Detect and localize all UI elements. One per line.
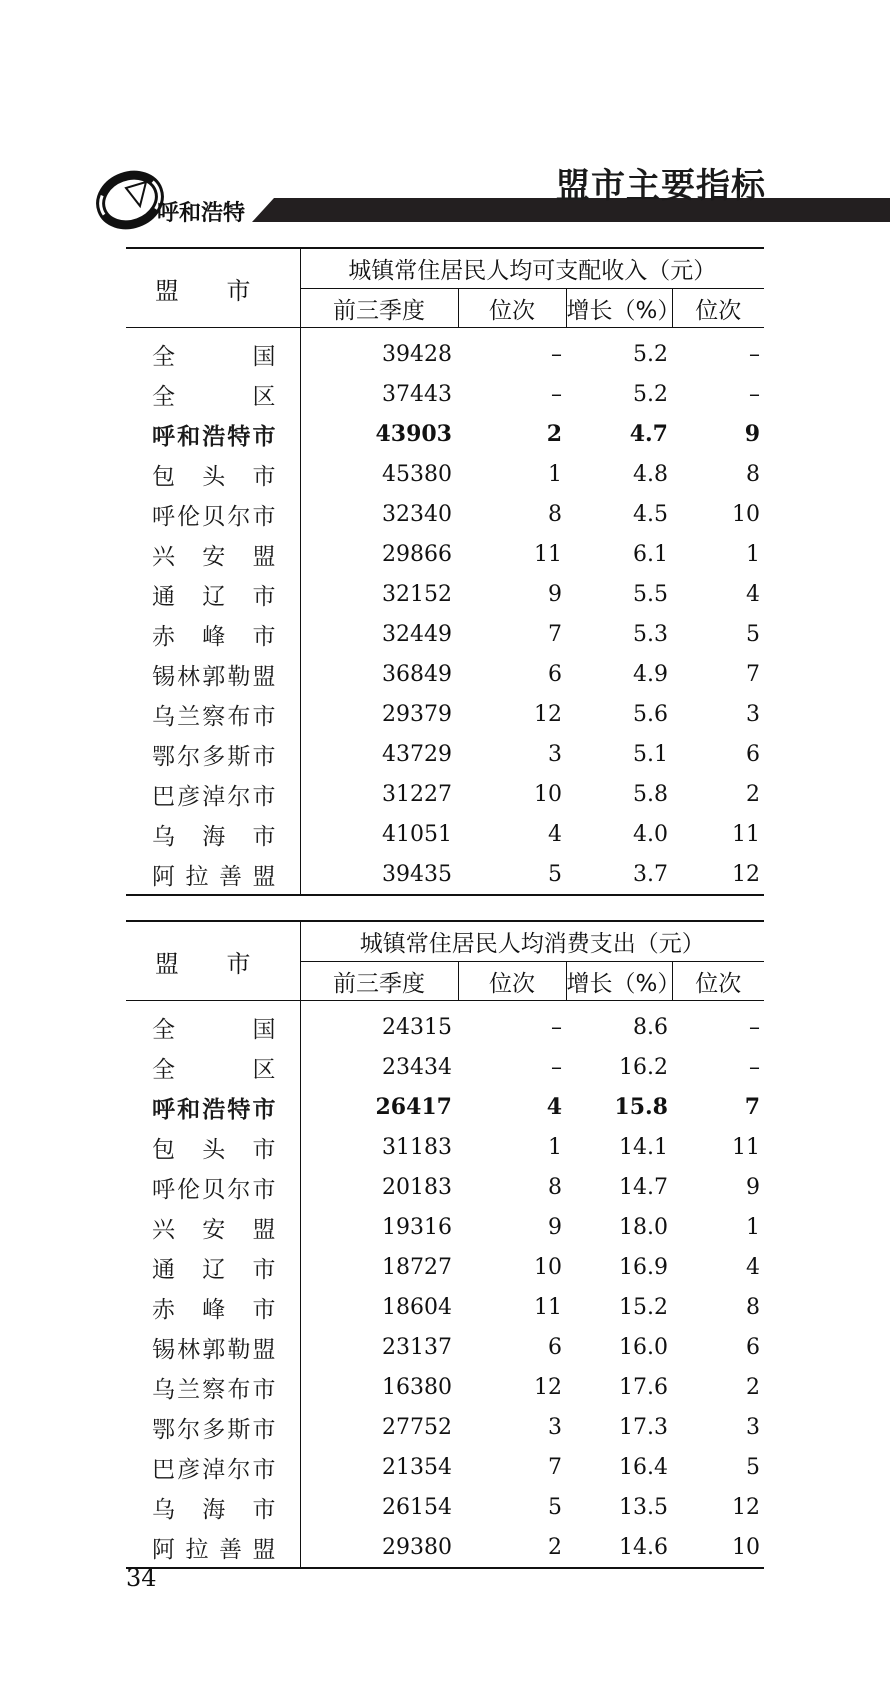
table-row (126, 774, 764, 814)
table-row (126, 1287, 764, 1327)
table-row (126, 1001, 764, 1048)
table-row (126, 374, 764, 414)
value-cell: 31227 (300, 774, 458, 814)
region-name-cell: 阿拉善盟 (126, 854, 300, 895)
region-header: 盟 市 (126, 248, 300, 328)
value-cell: 39435 (300, 854, 458, 895)
table-row (126, 1047, 764, 1087)
table-row (126, 1407, 764, 1447)
growth-cell: 4.9 (633, 661, 668, 687)
value-cell: 39428 (300, 328, 458, 375)
growth-cell: 4.0 (633, 821, 668, 847)
region-name-cell: 赤峰市 (152, 1296, 276, 1323)
region-name-cell: 赤峰市 (152, 623, 276, 650)
rank-cell: 1 (746, 541, 760, 567)
rank-cell: 11 (732, 1134, 760, 1160)
table-row (126, 328, 764, 375)
value-cell: 23137 (300, 1327, 458, 1367)
value-cell: 29379 (300, 694, 458, 734)
rank-cell: 6 (746, 1334, 760, 1360)
growth-cell: 16.0 (619, 1334, 668, 1360)
region-name-cell: 呼和浩特市 (152, 1096, 276, 1123)
region-name-cell: 呼伦贝尔市 (152, 503, 276, 530)
value-cell: 31183 (300, 1127, 458, 1167)
rank-cell: 3 (548, 1414, 562, 1440)
region-name-cell: 乌兰察布市 (152, 703, 276, 730)
rank-cell: 7 (744, 1094, 760, 1120)
growth-cell: 17.3 (619, 1414, 668, 1440)
table-row (126, 454, 764, 494)
value-cell: 32449 (300, 614, 458, 654)
rank-cell: – (551, 381, 562, 407)
rank-cell: – (551, 1054, 562, 1080)
table-row (126, 1167, 764, 1207)
region-name-cell: 鄂尔多斯市 (152, 743, 276, 770)
region-name-cell: 巴彦淖尔市 (152, 1456, 276, 1483)
growth-cell: 4.8 (633, 461, 668, 487)
region-name-cell: 锡林郭勒盟 (152, 1336, 276, 1363)
rank-cell: 8 (548, 501, 562, 527)
value-cell: 23434 (300, 1047, 458, 1087)
value-cell: 16380 (300, 1367, 458, 1407)
growth-cell: 3.7 (566, 854, 672, 895)
rank-cell: 9 (746, 1174, 760, 1200)
rank-cell: – (749, 341, 760, 367)
table-row (126, 534, 764, 574)
table-row (126, 1327, 764, 1367)
page-number: 34 (126, 1564, 157, 1592)
table-row (126, 494, 764, 534)
growth-cell: 14.1 (619, 1134, 668, 1160)
rank-cell: 7 (746, 661, 760, 687)
growth-cell: 17.6 (619, 1374, 668, 1400)
rank-cell: 1 (746, 1214, 760, 1240)
table-row (126, 1367, 764, 1407)
growth-cell: 8.6 (633, 1014, 668, 1040)
growth-cell: 18.0 (619, 1214, 668, 1240)
table-row (126, 414, 764, 454)
rank-cell: – (551, 1014, 562, 1040)
table-row (126, 854, 764, 895)
region-name-cell: 呼伦贝尔市 (152, 1176, 276, 1203)
table-row (126, 1447, 764, 1487)
growth-cell: 14.6 (566, 1527, 672, 1568)
rank-cell: 3 (746, 701, 760, 727)
region-name-cell: 包头市 (152, 1136, 276, 1163)
column-header: 增长（%） (566, 289, 672, 328)
logo-text: 呼和浩特 (157, 201, 246, 226)
rank-cell: 4 (746, 1254, 760, 1280)
column-header: 位次 (672, 962, 764, 1001)
region-name-cell: 乌兰察布市 (152, 1376, 276, 1403)
table-row (126, 1487, 764, 1527)
column-header: 位次 (458, 962, 566, 1001)
value-cell: 29866 (300, 534, 458, 574)
column-header: 位次 (672, 289, 764, 328)
group-header: 城镇常住居民人均消费支出（元） (300, 921, 764, 962)
rank-cell: 5 (458, 854, 566, 895)
value-cell: 20183 (300, 1167, 458, 1207)
income-table (126, 247, 764, 896)
rank-cell: 6 (548, 1334, 562, 1360)
rank-cell: 5 (548, 1494, 562, 1520)
region-name-cell: 阿拉善盟 (126, 1527, 300, 1568)
rank-cell: 10 (732, 501, 760, 527)
growth-cell: 5.1 (633, 741, 668, 767)
growth-cell: 16.9 (619, 1254, 668, 1280)
rank-cell: 2 (546, 421, 562, 447)
value-cell: 32152 (300, 574, 458, 614)
rank-cell: 7 (548, 1454, 562, 1480)
rank-cell: 4 (548, 821, 562, 847)
growth-cell: 5.2 (633, 341, 668, 367)
value-cell: 32340 (300, 494, 458, 534)
rank-cell: 1 (548, 1134, 562, 1160)
table-row (126, 734, 764, 774)
table-row (126, 614, 764, 654)
table-row (126, 694, 764, 734)
rank-cell: 2 (458, 1527, 566, 1568)
column-header: 前三季度 (300, 289, 458, 328)
table-row (126, 814, 764, 854)
growth-cell: 6.1 (633, 541, 668, 567)
value-cell: 37443 (300, 374, 458, 414)
expenditure-table (126, 920, 764, 1569)
column-header: 位次 (458, 289, 566, 328)
value-cell: 43729 (300, 734, 458, 774)
growth-cell: 4.7 (629, 421, 668, 447)
growth-cell: 16.4 (619, 1454, 668, 1480)
table-row (126, 1527, 764, 1568)
rank-cell: 10 (672, 1527, 764, 1568)
value-cell: 24315 (300, 1001, 458, 1048)
value-cell: 29380 (300, 1527, 458, 1568)
rank-cell: 4 (546, 1094, 562, 1120)
region-name-cell: 包头市 (152, 463, 276, 490)
table-row (126, 574, 764, 614)
value-cell: 21354 (300, 1447, 458, 1487)
rank-cell: 3 (548, 741, 562, 767)
logo-icon (96, 168, 166, 230)
section-title: 盟市主要指标 (556, 166, 766, 206)
rank-cell: 1 (548, 461, 562, 487)
growth-cell: 5.8 (633, 781, 668, 807)
rank-cell: – (749, 1014, 760, 1040)
rank-cell: 2 (746, 781, 760, 807)
region-name-cell: 通辽市 (152, 1256, 276, 1283)
growth-cell: 5.6 (633, 701, 668, 727)
region-name-cell: 通辽市 (152, 583, 276, 610)
growth-cell: 13.5 (619, 1494, 668, 1520)
rank-cell: 8 (746, 461, 760, 487)
rank-cell: 8 (548, 1174, 562, 1200)
region-name-cell: 巴彦淖尔市 (152, 783, 276, 810)
region-name-cell: 乌海市 (152, 1496, 276, 1523)
region-name-cell: 全区 (152, 383, 276, 410)
value-cell: 41051 (300, 814, 458, 854)
rank-cell: 6 (746, 741, 760, 767)
rank-cell: 11 (732, 821, 760, 847)
value-cell: 26154 (300, 1487, 458, 1527)
region-name-cell: 鄂尔多斯市 (152, 1416, 276, 1443)
rank-cell: 10 (534, 1254, 562, 1280)
column-header: 前三季度 (300, 962, 458, 1001)
rank-cell: 9 (548, 1214, 562, 1240)
growth-cell: 5.2 (633, 381, 668, 407)
rank-cell: 6 (548, 661, 562, 687)
region-name-cell: 兴安盟 (152, 543, 276, 570)
region-name-cell: 全国 (152, 1016, 276, 1043)
rank-cell: 10 (534, 781, 562, 807)
rank-cell: – (551, 341, 562, 367)
rank-cell: – (749, 381, 760, 407)
value-cell: 27752 (300, 1407, 458, 1447)
rank-cell: 4 (746, 581, 760, 607)
rank-cell: 3 (746, 1414, 760, 1440)
growth-cell: 14.7 (619, 1174, 668, 1200)
growth-cell: 15.8 (614, 1094, 668, 1120)
rank-cell: 8 (746, 1294, 760, 1320)
rank-cell: 5 (746, 621, 760, 647)
rank-cell: 5 (746, 1454, 760, 1480)
rank-cell: 2 (746, 1374, 760, 1400)
rank-cell: 12 (672, 854, 764, 895)
value-cell: 43903 (300, 414, 458, 454)
growth-cell: 15.2 (619, 1294, 668, 1320)
value-cell: 45380 (300, 454, 458, 494)
growth-cell: 16.2 (619, 1054, 668, 1080)
table-row (126, 1247, 764, 1287)
value-cell: 26417 (300, 1087, 458, 1127)
value-cell: 19316 (300, 1207, 458, 1247)
region-name-cell: 呼和浩特市 (152, 423, 276, 450)
rank-cell: 7 (548, 621, 562, 647)
table-row (126, 1127, 764, 1167)
rank-cell: 12 (534, 1374, 562, 1400)
region-name-cell: 乌海市 (152, 823, 276, 850)
rank-cell: 11 (534, 541, 562, 567)
column-header: 增长（%） (566, 962, 672, 1001)
growth-cell: 5.5 (633, 581, 668, 607)
rank-cell: – (749, 1054, 760, 1080)
region-name-cell: 兴安盟 (152, 1216, 276, 1243)
region-name-cell: 全国 (152, 343, 276, 370)
growth-cell: 4.5 (633, 501, 668, 527)
growth-cell: 5.3 (633, 621, 668, 647)
rank-cell: 11 (534, 1294, 562, 1320)
value-cell: 36849 (300, 654, 458, 694)
value-cell: 18727 (300, 1247, 458, 1287)
region-name-cell: 全区 (152, 1056, 276, 1083)
table-row (126, 1207, 764, 1247)
group-header: 城镇常住居民人均可支配收入（元） (300, 248, 764, 289)
rank-cell: 12 (534, 701, 562, 727)
rank-cell: 12 (732, 1494, 760, 1520)
rank-cell: 9 (744, 421, 760, 447)
table-row (126, 654, 764, 694)
rank-cell: 9 (548, 581, 562, 607)
region-header: 盟 市 (126, 921, 300, 1001)
value-cell: 18604 (300, 1287, 458, 1327)
region-name-cell: 锡林郭勒盟 (152, 663, 276, 690)
table-row (126, 1087, 764, 1127)
